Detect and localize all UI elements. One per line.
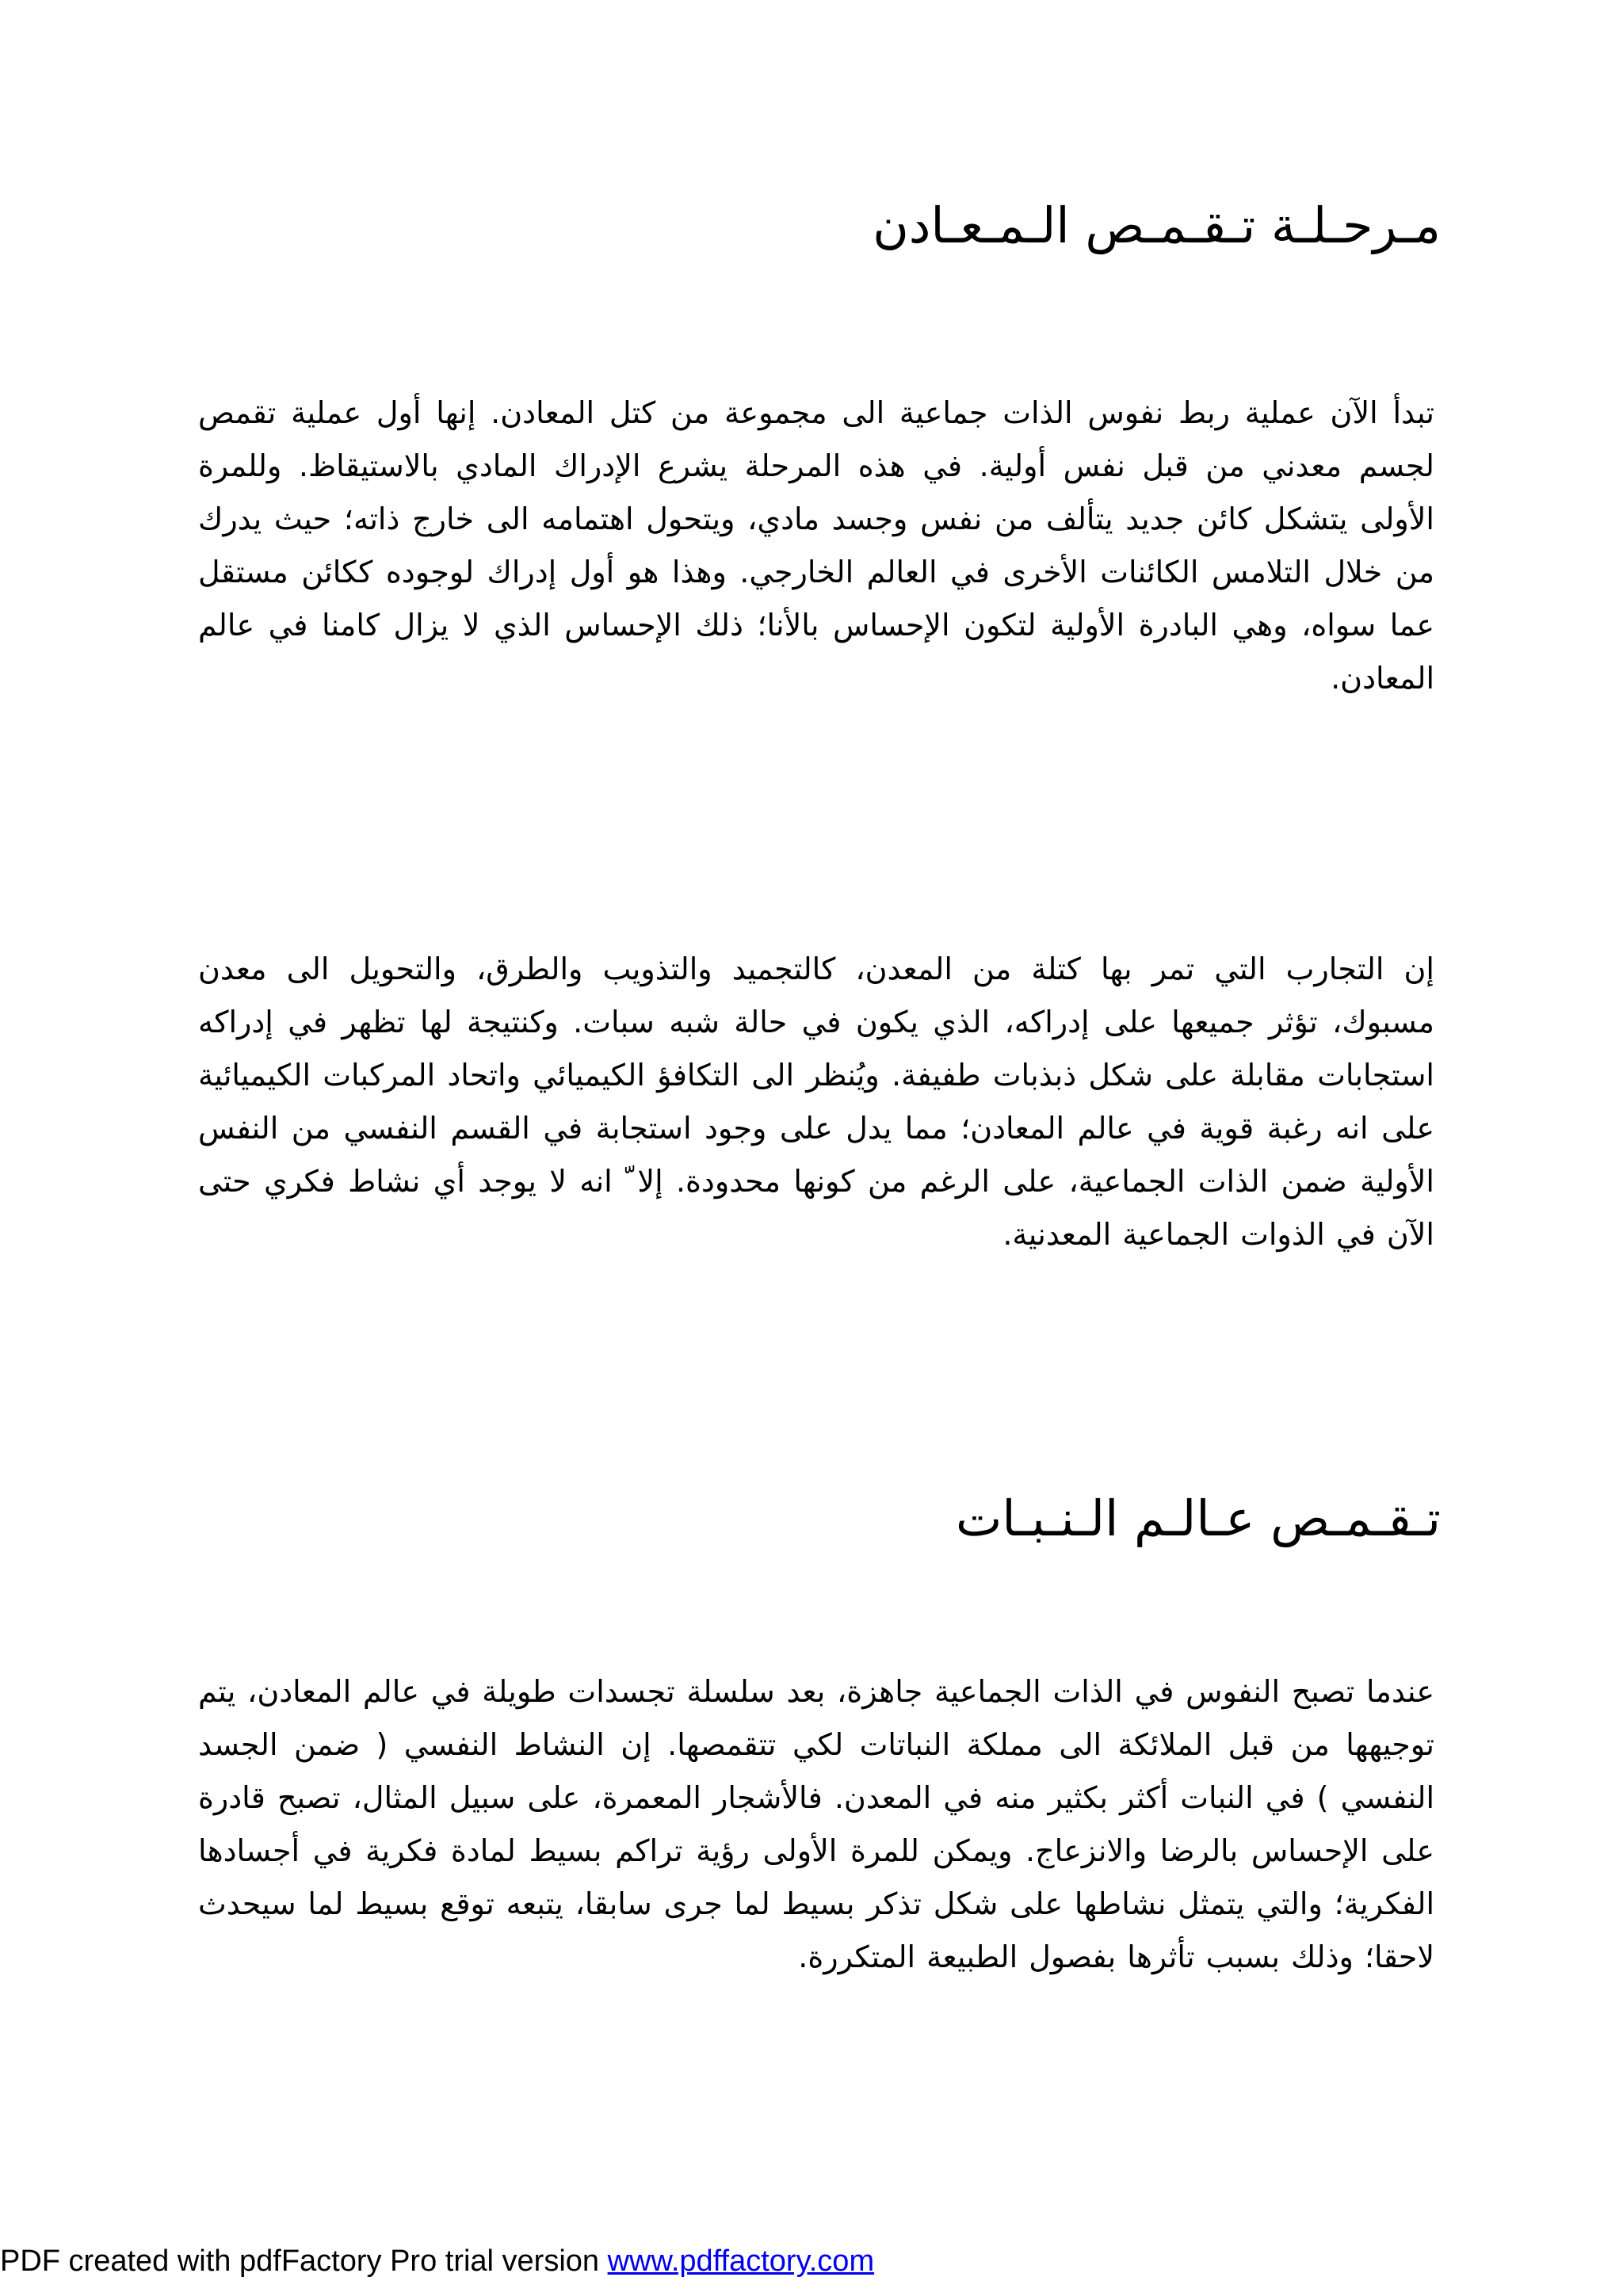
pdf-footer — [0, 2244, 874, 2280]
section-heading-plants: تـقـمـص عـالـم الـنـبـات — [956, 1489, 1441, 1547]
paragraph-plants-1: عندما تصبح النفوس في الذات الجماعية جاهزة، بعد سلسلة تجسدات طويلة في عالم المعادن، يتم توجيهها من قبل الملائكة الى مملكة النباتات لكي تتقمصها. إن النشاط النفسي ( ضمن الجسد النفسي ) في النبات أكثر بكثير منه في المعدن. فالأشجار المعمرة، على سبيل المثال، تصبح قادرة على الإحساس بالرضا والانزعاج. ويمكن للمرة الأولى رؤية تراكم بسيط لمادة فكرية في أجسادها الفكرية؛ والتي يتمثل نشاطها على شكل تذكر بسيط لما جرى سابقا، يتبعه توقع بسيط لما سيحدث لاحقا؛ وذلك بسبب تأثرها بفصول الطبيعة المتكررة. — [198, 1674, 1434, 1974]
footer-link[interactable]: www.pdffactory.com — [607, 2245, 875, 2278]
paragraph-minerals-2: إن التجارب التي تمر بها كتلة من المعدن، كالتجميد والتذويب والطرق، والتحويل الى معدن مسبوك، تؤثر جميعها على إدراكه، الذي يكون في حالة شبه سبات. وكنتيجة لها تظهر في إدراكه استجابات مقابلة على شكل ذبذبات طفيفة. ويُنظر الى التكافؤ الكيميائي واتحاد المركبات الكيميائية على انه رغبة قوية في عالم المعادن؛ مما يدل على وجود استجابة في القسم النفسي من النفس الأولية ضمن الذات الجماعية، على الرغم من كونها محدودة. إلا ّ انه لا يوجد أي نشاط فكري حتى الآن في الذوات الجماعية المعدنية. — [198, 952, 1434, 1252]
paragraph-minerals-1: تبدأ الآن عملية ربط نفوس الذات جماعية الى مجموعة من كتل المعادن. إنها أول عملية تقمص لجسم معدني من قبل نفس أولية. في هذه المرحلة يشرع الإدراك المادي بالاستيقاظ. وللمرة الأولى يتشكل كائن جديد يتألف من نفس وجسد مادي، ويتحول اهتمامه الى خارج ذاته؛ حيث يدرك من خلال التلامس الكائنات الأخرى في العالم الخارجي. وهذا هو أول إدراك لوجوده ككائن مستقل عما سواه، وهي البادرة الأولية لتكون الإحساس بالأنا؛ ذلك الإحساس الذي لا يزال كامنا في عالم المعادن. — [198, 395, 1434, 696]
footer-text: PDF created with pdfFactory Pro trial version — [0, 2245, 608, 2278]
section-heading-minerals: مـرحـلـة تـقـمـص الـمـعـادن — [873, 196, 1441, 254]
